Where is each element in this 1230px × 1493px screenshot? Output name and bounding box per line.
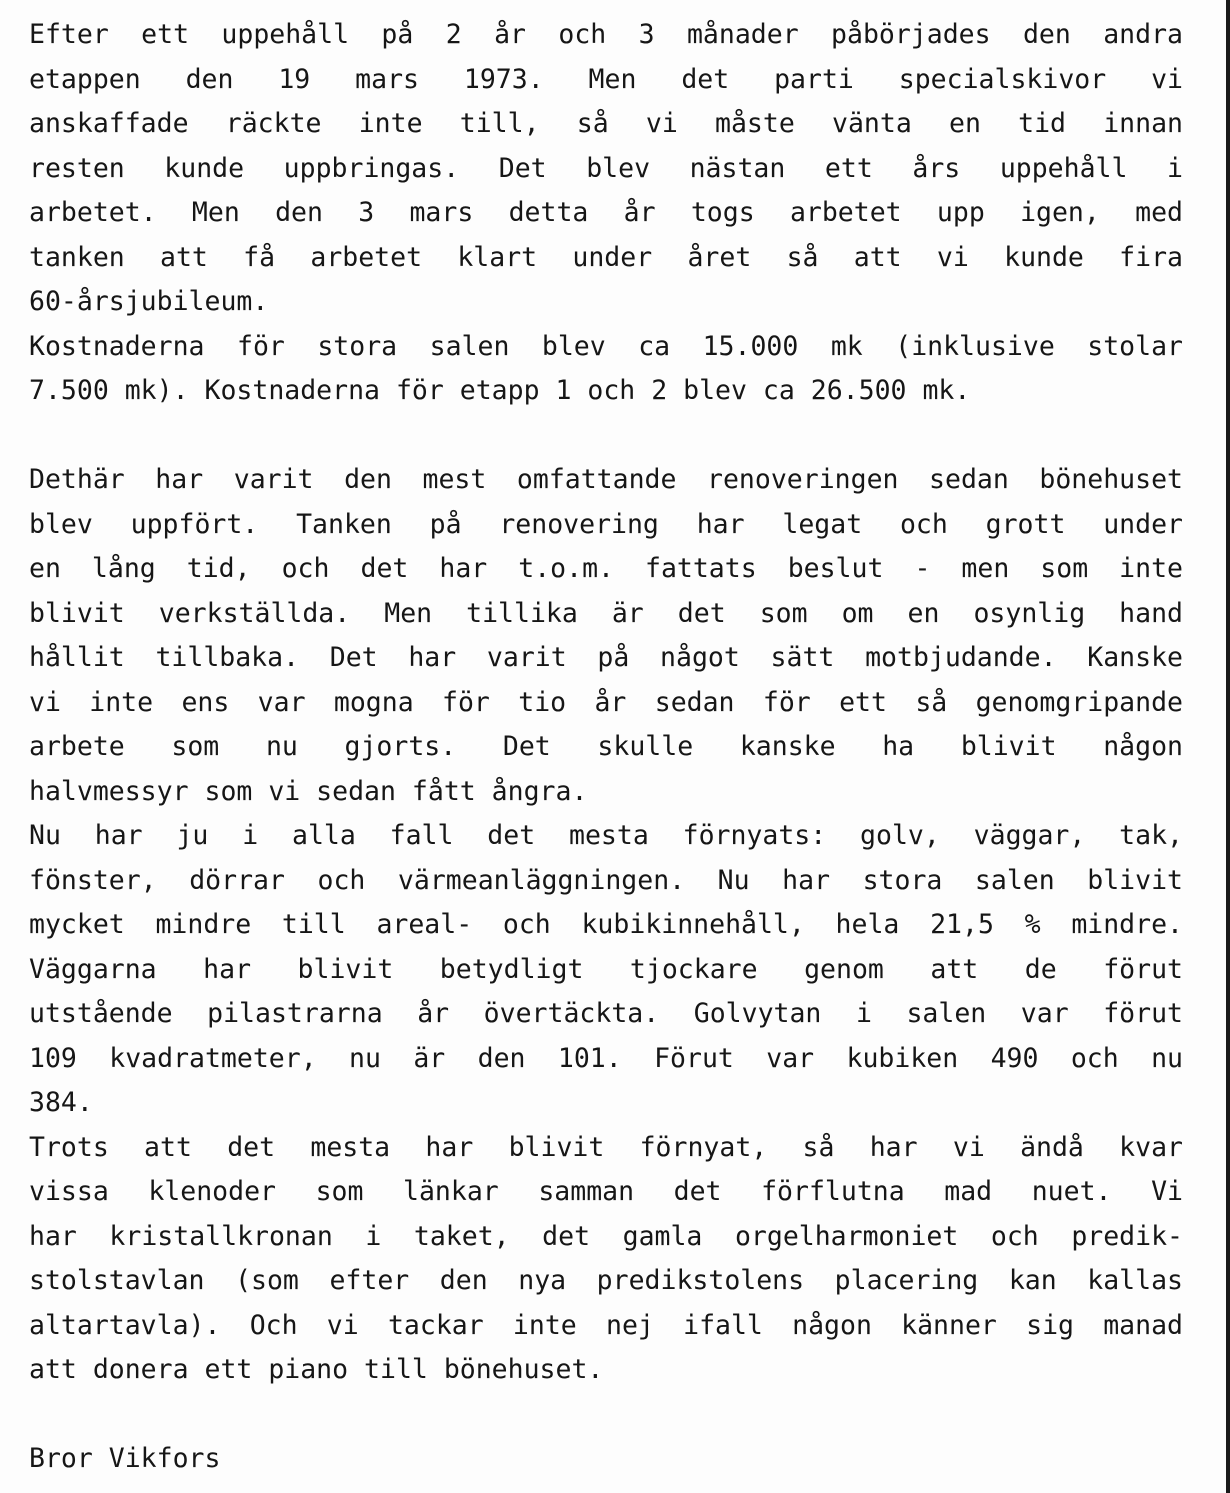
text-line: anskaffade räckte inte till, så vi måste vänta en tid innan [29, 108, 1183, 139]
text-line: utstående pilastrarna år övertäckta. Golvytan i salen var förut [29, 998, 1183, 1029]
text-line: arbete som nu gjorts. Det skulle kanske ha blivit någon [29, 731, 1183, 762]
text-line: vi inte ens var mogna för tio år sedan för ett så genomgripande [29, 686, 1183, 718]
text-line: 7.500 mk). Kostnaderna för etapp 1 och 2 blev ca 26.500 mk. [29, 375, 971, 406]
text-line: stolstavlan (som efter den nya predikstolens placering kan kallas [29, 1265, 1183, 1296]
text-line: blivit verkställda. Men tillika är det som om en osynlig hand [29, 597, 1183, 629]
document-text [29, 13, 1183, 1482]
text-line: Kostnaderna för stora salen blev ca 15.000 mk (inklusive stolar [29, 330, 1183, 362]
text-line: vissa klenoder som länkar samman det förflutna mad nuet. Vi [29, 1176, 1183, 1207]
text-line: arbetet. Men den 3 mars detta år togs arbetet upp igen, med [29, 197, 1183, 228]
text-line: tanken att få arbetet klart under året så att vi kunde fira [29, 241, 1183, 273]
text-line: halvmessyr som vi sedan fått ångra. [29, 775, 588, 807]
text-line: blev uppfört. Tanken på renovering har legat och grott under [29, 508, 1183, 540]
text-line: hållit tillbaka. Det har varit på något sätt motbjudande. Kanske [29, 642, 1183, 673]
paragraph-gap [29, 1393, 1183, 1438]
signature: Bror Vikfors [29, 1443, 221, 1474]
text-line: Nu har ju i alla fall det mesta förnyats: golv, väggar, tak, [29, 820, 1183, 851]
text-line: har kristallkronan i taket, det gamla orgelharmoniet och predik- [29, 1220, 1183, 1252]
paragraph-gap [29, 414, 1183, 459]
text-line: altartavla). Och vi tackar inte nej ifall någon känner sig manad [29, 1309, 1183, 1341]
text-line: 384. [29, 1087, 93, 1118]
text-line: fönster, dörrar och värmeanläggningen. Nu har stora salen blivit [29, 864, 1183, 896]
text-line: Trots att det mesta har blivit förnyat, så har vi ändå kvar [29, 1131, 1183, 1163]
text-line: en lång tid, och det har t.o.m. fattats beslut - men som inte [29, 553, 1183, 584]
page-edge [1226, 0, 1230, 1493]
text-line: resten kunde uppbringas. Det blev nästan ett års uppehåll i [29, 152, 1183, 184]
text-line: etappen den 19 mars 1973. Men det parti specialskivor vi [29, 63, 1183, 95]
text-line: 60-årsjubileum. [29, 286, 269, 317]
text-line: Efter ett uppehåll på 2 år och 3 månader påbörjades den andra [29, 19, 1183, 50]
text-line: 109 kvadratmeter, nu är den 101. Förut var kubiken 490 och nu [29, 1042, 1183, 1074]
text-line: Dethär har varit den mest omfattande renoveringen sedan bönehuset [29, 464, 1183, 495]
text-line: Väggarna har blivit betydligt tjockare genom att de förut [29, 953, 1183, 985]
text-line: att donera ett piano till bönehuset. [29, 1354, 604, 1385]
text-line: mycket mindre till areal- och kubikinnehåll, hela 21,5 % mindre. [29, 909, 1183, 940]
